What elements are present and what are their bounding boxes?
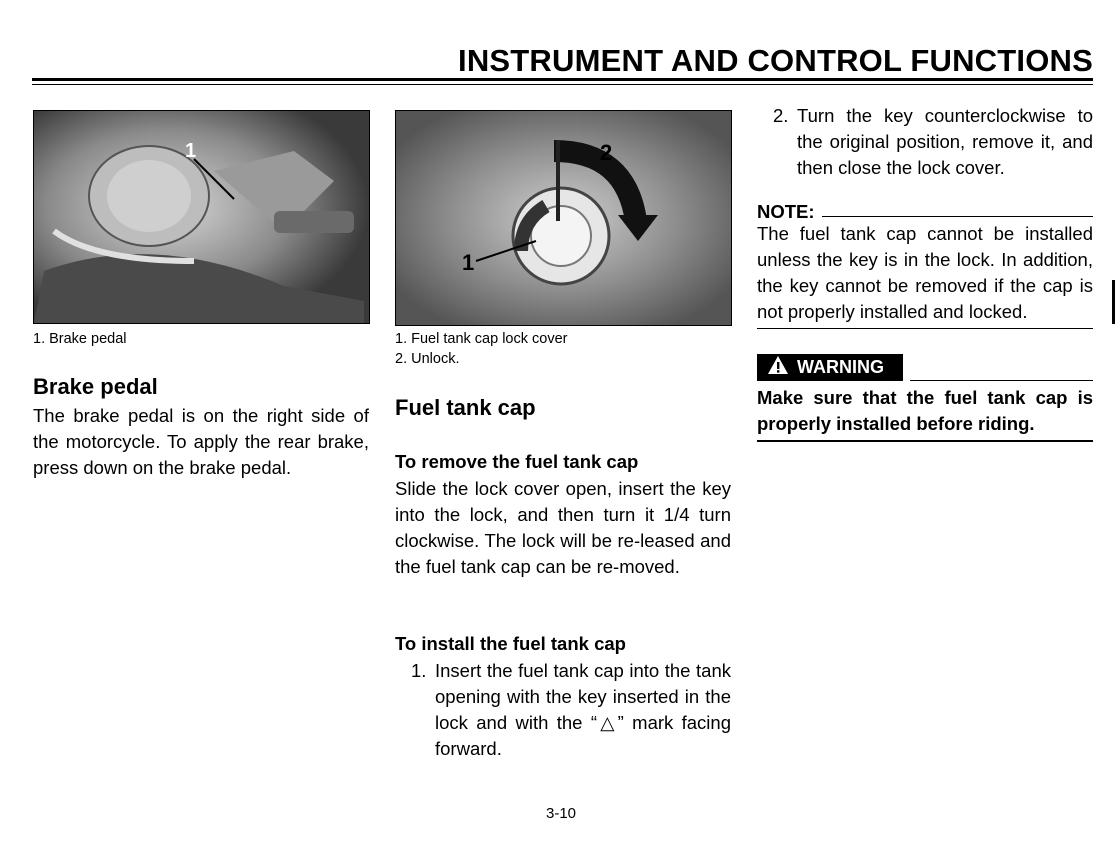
header-rule-thin [32,84,1093,85]
note-text: The fuel tank cap cannot be installed unless the key is in the lock. In addition, the key cannot be removed if the cap is not properly installed and locked. [757,223,1093,322]
fuel-tank-cap-heading: Fuel tank cap [395,395,536,420]
fuel-cap-callout-1: 1 [462,250,475,275]
warning-rule [910,380,1093,381]
note-label: NOTE: [757,201,815,222]
brake-pedal-photo-callout: 1 [185,140,197,162]
install-step-number: 1. [411,660,427,681]
brake-pedal-heading: Brake pedal [33,374,158,399]
install-step-number: 2. [773,105,789,126]
brake-pedal-body: The brake pedal is on the right side of the motorcycle. To apply the rear brake, press down on the brake pedal. [33,405,369,478]
fuel-tank-cap-photo [395,110,732,326]
warning-end-rule [757,440,1093,442]
warning-badge [757,354,903,381]
figure-caption: 1. Fuel tank cap lock cover [395,331,568,347]
install-step-text: Turn the key counterclockwise to the original position, remove it, and then close the lock cover. [797,105,1093,178]
fuel-cap-callout-2: 2 [600,140,613,165]
install-cap-subheading: To install the fuel tank cap [395,633,626,654]
note-end-rule [757,328,1093,329]
install-step-text: Insert the fuel tank cap into the tank opening with the key inserted in the lock and with the “△” mark facing forward. [435,660,731,759]
figure-caption: 2. Unlock. [395,351,460,367]
remove-cap-subheading: To remove the fuel tank cap [395,451,639,472]
remove-cap-body: Slide the lock cover open, insert the key into the lock, and then turn it 1/4 turn clockwise. The lock will be re-leased and the fuel tank cap can be re-moved. [395,478,731,577]
warning-triangle-icon [767,355,789,380]
note-rule [822,216,1093,217]
header-rule [32,78,1093,81]
figure-caption: 1. Brake pedal [33,331,127,347]
warning-text: Make sure that the fuel tank cap is properly installed before riding. [757,387,1093,434]
warning-label: WARNING [797,357,884,377]
page-number: 3-10 [546,805,577,822]
brake-pedal-photo [33,110,370,324]
page-title: INSTRUMENT AND CONTROL FUNCTIONS [458,43,1093,78]
